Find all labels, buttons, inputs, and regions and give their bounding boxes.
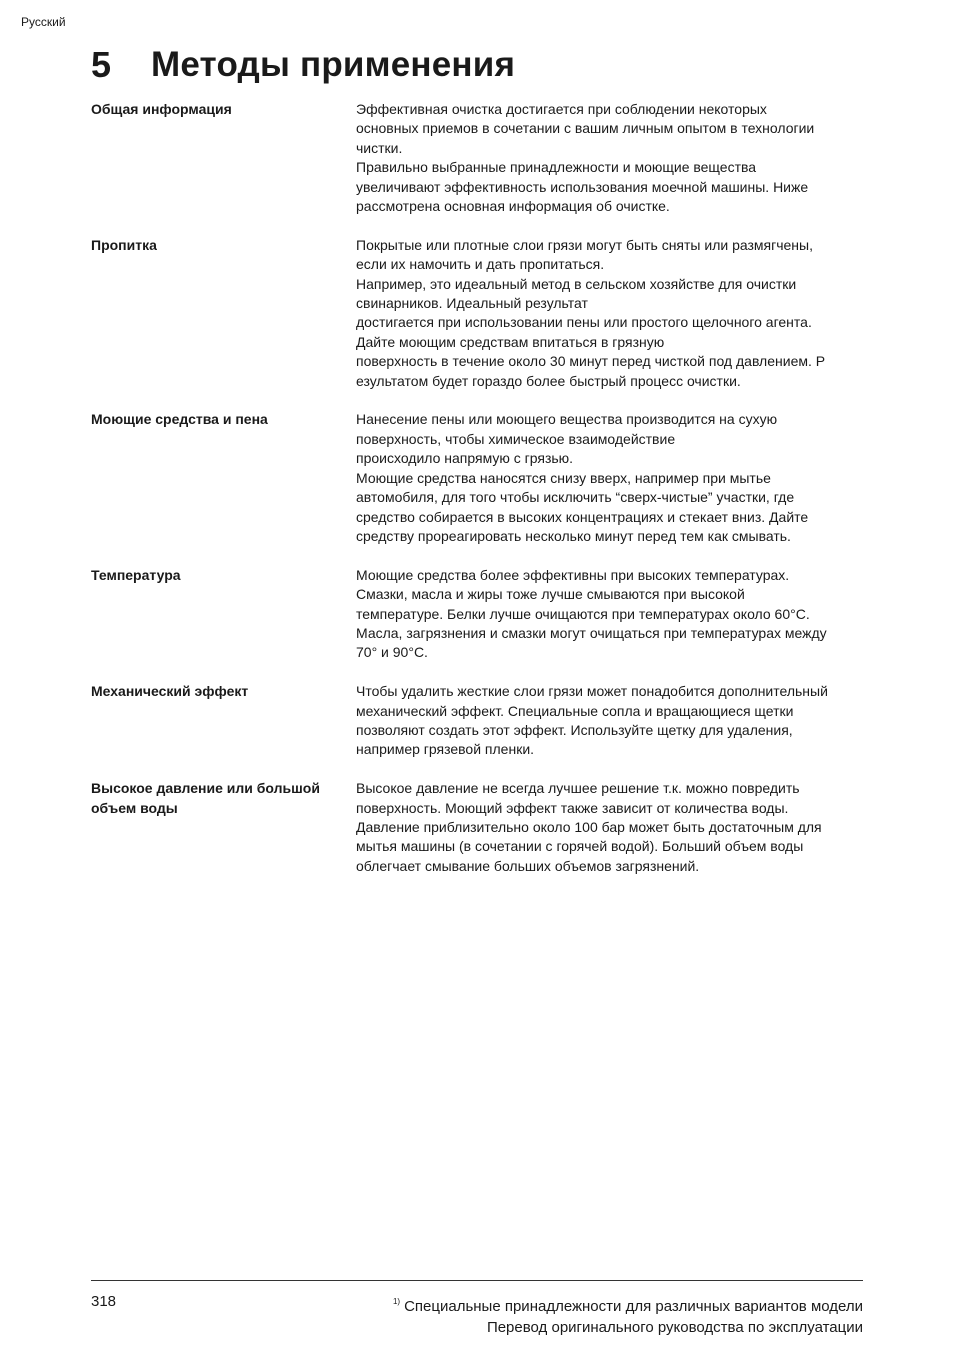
section-row <box>91 236 866 391</box>
body-text-line: Правильно выбранные принадлежности и моющие вещества <box>356 159 757 176</box>
body-text-line: если их намочить и дать пропитаться. <box>356 256 605 273</box>
body-text-line: средству прореагировать несколько минут перед тем как смывать. <box>356 527 791 544</box>
body-text-line: облегчает смывание больших объемов загрязнений. <box>356 857 700 874</box>
body-text-line: увеличивают эффективность использования моечной машины. Ниже <box>356 178 809 195</box>
language-label: Русский <box>21 15 66 29</box>
footnote-text: Специальные принадлежности для различных вариантов модели <box>404 1298 863 1315</box>
section-body <box>356 410 866 546</box>
page-number: 318 <box>91 1293 117 1310</box>
body-text-line: рассмотрена основная информация об очистке. <box>356 198 670 215</box>
chapter-number: 5 <box>91 44 112 85</box>
section-heading: Моющие средства и пена <box>91 411 268 428</box>
body-text-line: позволяют создать этот эффект. Используйте щетку для удаления, <box>356 721 793 738</box>
footer-notes <box>393 1291 863 1338</box>
footnote-marker: 1) <box>392 1297 401 1306</box>
footnote <box>393 1291 863 1317</box>
body-text-line: достигается при использовании пены или простого щелочного агента. <box>356 314 812 331</box>
body-text-line: Чтобы удалить жесткие слои грязи может понадобится дополнительный <box>356 683 828 700</box>
section-heading: Механический эффект <box>91 683 249 700</box>
body-text-line: основных приемов в сочетании с вашим личным опытом в технологии <box>356 120 815 137</box>
body-text-line: чистки. <box>356 139 403 156</box>
sections-list <box>91 100 866 896</box>
chapter-heading <box>91 40 515 90</box>
body-text-line: поверхность в течение около 30 минут перед чисткой под давлением. Р <box>356 353 826 370</box>
body-text-line: Например, это идеальный метод в сельском хозяйстве для очистки <box>356 275 797 292</box>
footer-divider <box>91 1280 863 1281</box>
chapter-title: Методы применения <box>151 45 516 84</box>
body-text-line: мытья машины (в сочетании с горячей водой). Больший объем воды <box>356 838 804 855</box>
section-body <box>356 682 866 760</box>
body-text-line: Покрытые или плотные слои грязи могут быть сняты или размягчены, <box>356 236 813 253</box>
section-heading: Температура <box>91 566 181 583</box>
body-text-line: например грязевой пленки. <box>356 741 535 758</box>
section-heading: Высокое давление или большой объем воды <box>91 780 320 816</box>
body-text-line: поверхность. Моющий эффект также зависит от количества воды. <box>356 799 789 816</box>
manual-translation-note: Перевод оригинального руководства по эксплуатации <box>486 1319 863 1336</box>
body-text-line: Высокое давление не всегда лучшее решение т.к. можно повредить <box>356 780 800 797</box>
section-heading: Пропитка <box>91 236 157 253</box>
body-text-line: Моющие средства более эффективны при высоких температурах. <box>356 566 790 583</box>
body-text-line: езультатом будет гораздо более быстрый процесс очистки. <box>356 372 741 389</box>
section-row <box>91 779 866 876</box>
section-body <box>356 779 866 876</box>
section-row <box>91 682 866 760</box>
section-heading: Общая информация <box>91 101 232 117</box>
body-text-line: Нанесение пены или моющего вещества производится на сухую <box>356 411 778 428</box>
body-text-line: Моющие средства наносятся снизу вверх, например при мытье <box>356 469 771 486</box>
body-text-line: свинарников. Идеальный результат <box>356 295 588 312</box>
section-body <box>356 566 866 663</box>
body-text-line: температуре. Белки лучше очищаются при температурах около 60°C. <box>356 605 810 622</box>
body-text-line: 70° и 90°C. <box>356 644 428 661</box>
body-text-line: происходило напрямую с грязью. <box>356 450 574 467</box>
body-text-line: Масла, загрязнения и смазки могут очищаться при температурах между <box>356 624 827 641</box>
section-body <box>356 236 866 391</box>
body-text-line: механический эффект. Специальные сопла и вращающиеся щетки <box>356 702 794 719</box>
body-text-line: Давление приблизительно около 100 бар может быть достаточным для <box>356 818 822 835</box>
body-text-line: Смазки, масла и жиры тоже лучше смываются при высокой <box>356 586 745 603</box>
body-text-line: поверхность, чтобы химическое взаимодействие <box>356 430 676 447</box>
section-row <box>91 410 866 546</box>
body-text-line: Эффективная очистка достигается при соблюдении некоторых <box>356 101 767 117</box>
body-text-line: средство собирается в высоких концентрациях и стекает вниз. Дайте <box>356 508 809 525</box>
section-row <box>91 100 866 216</box>
body-text-line: автомобиля, для того чтобы исключить “сверх-чистые” участки, где <box>356 489 795 506</box>
section-body <box>356 100 866 216</box>
section-row <box>91 566 866 663</box>
body-text-line: Дайте моющим средствам впитаться в грязную <box>356 333 665 350</box>
